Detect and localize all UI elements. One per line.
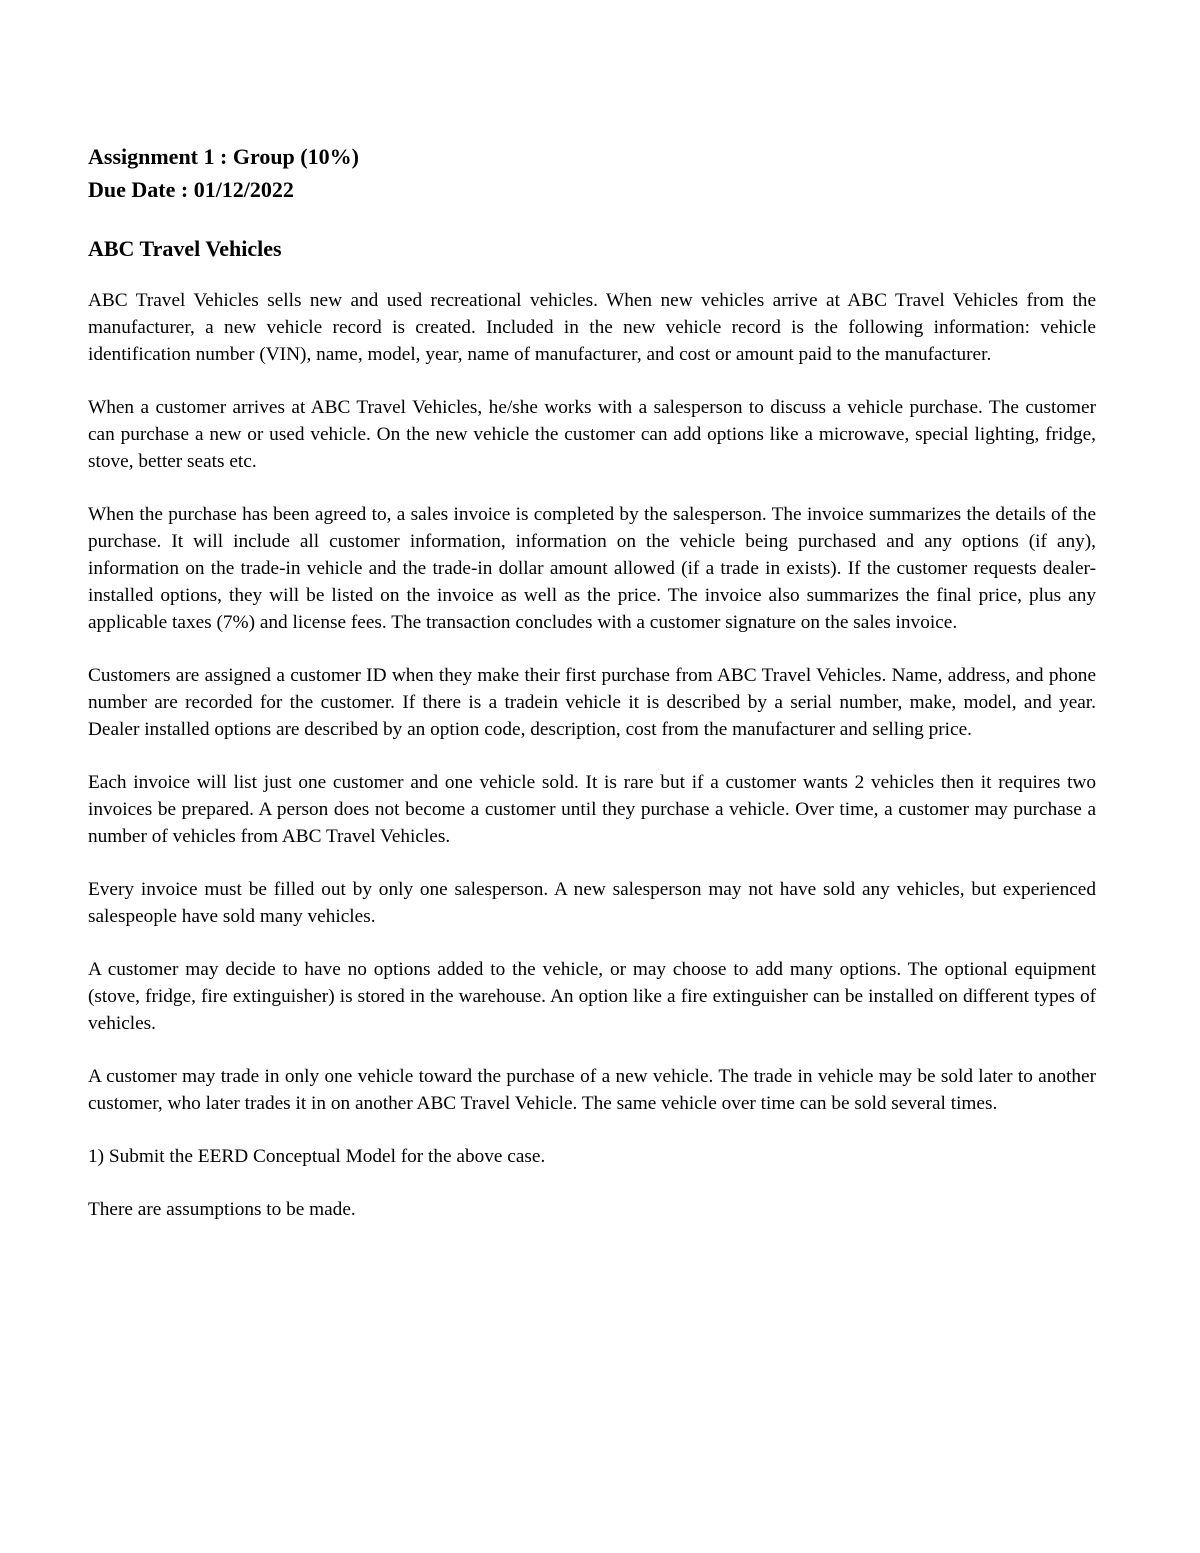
document-page	[88, 140, 1096, 1223]
paragraph-sales-invoice: When the purchase has been agreed to, a sales invoice is completed by the salesperson. The invoice summarizes the details of the purchase. It will include all customer information, information on the vehicle being purchased and any options (if any), information on the trade-in vehicle and the trade-in dollar amount allowed (if a trade in exists). If the customer requests dealer-installed options, they will be listed on the invoice as well as the price. The invoice also summarizes the final price, plus any applicable taxes (7%) and license fees. The transaction concludes with a customer signature on the sales invoice.	[88, 504, 1096, 633]
paragraph-customer-arrival: When a customer arrives at ABC Travel Vehicles, he/she works with a salesperson to discuss a vehicle purchase. The customer can purchase a new or used vehicle. On the new vehicle the customer can add options like a microwave, special lighting, fridge, stove, better seats etc.	[88, 397, 1096, 472]
paragraph-options: A customer may decide to have no options added to the vehicle, or may choose to add many options. The optional equipment (stove, fridge, fire extinguisher) is stored in the warehouse. An option like a fire extinguisher can be installed on different types of vehicles.	[88, 959, 1096, 1034]
task-item: 1) Submit the EERD Conceptual Model for the above case.	[88, 1146, 546, 1167]
paragraph-invoice-rules: Each invoice will list just one customer and one vehicle sold. It is rare but if a customer wants 2 vehicles then it requires two invoices be prepared. A person does not become a customer until they purchase a vehicle. Over time, a customer may purchase a number of vehicles from ABC Travel Vehicles.	[88, 772, 1096, 847]
due-date-heading: Due Date : 01/12/2022	[88, 177, 294, 202]
paragraph-customer-id: Customers are assigned a customer ID when they make their first purchase from ABC Travel Vehicles. Name, address, and phone number are recorded for the customer. If there is a tradein vehicle it is described by a serial number, make, model, and year. Dealer installed options are described by an option code, description, cost from the manufacturer and selling price.	[88, 665, 1096, 740]
document-title: ABC Travel Vehicles	[88, 236, 282, 261]
paragraph-new-vehicles: ABC Travel Vehicles sells new and used recreational vehicles. When new vehicles arrive at ABC Travel Vehicles from the manufacturer, a new vehicle record is created. Included in the new vehicle record is the following information: vehicle identification number (VIN), name, model, year, name of manufacturer, and cost or amount paid to the manufacturer.	[88, 290, 1096, 365]
assignment-heading: Assignment 1 : Group (10%)	[88, 144, 359, 169]
assumptions-note: There are assumptions to be made.	[88, 1199, 356, 1220]
paragraph-trade-in: A customer may trade in only one vehicle toward the purchase of a new vehicle. The trade in vehicle may be sold later to another customer, who later trades it in on another ABC Travel Vehicle. The same vehicle over time can be sold several times.	[88, 1066, 1096, 1114]
paragraph-salesperson: Every invoice must be filled out by only one salesperson. A new salesperson may not have sold any vehicles, but experienced salespeople have sold many vehicles.	[88, 879, 1096, 927]
